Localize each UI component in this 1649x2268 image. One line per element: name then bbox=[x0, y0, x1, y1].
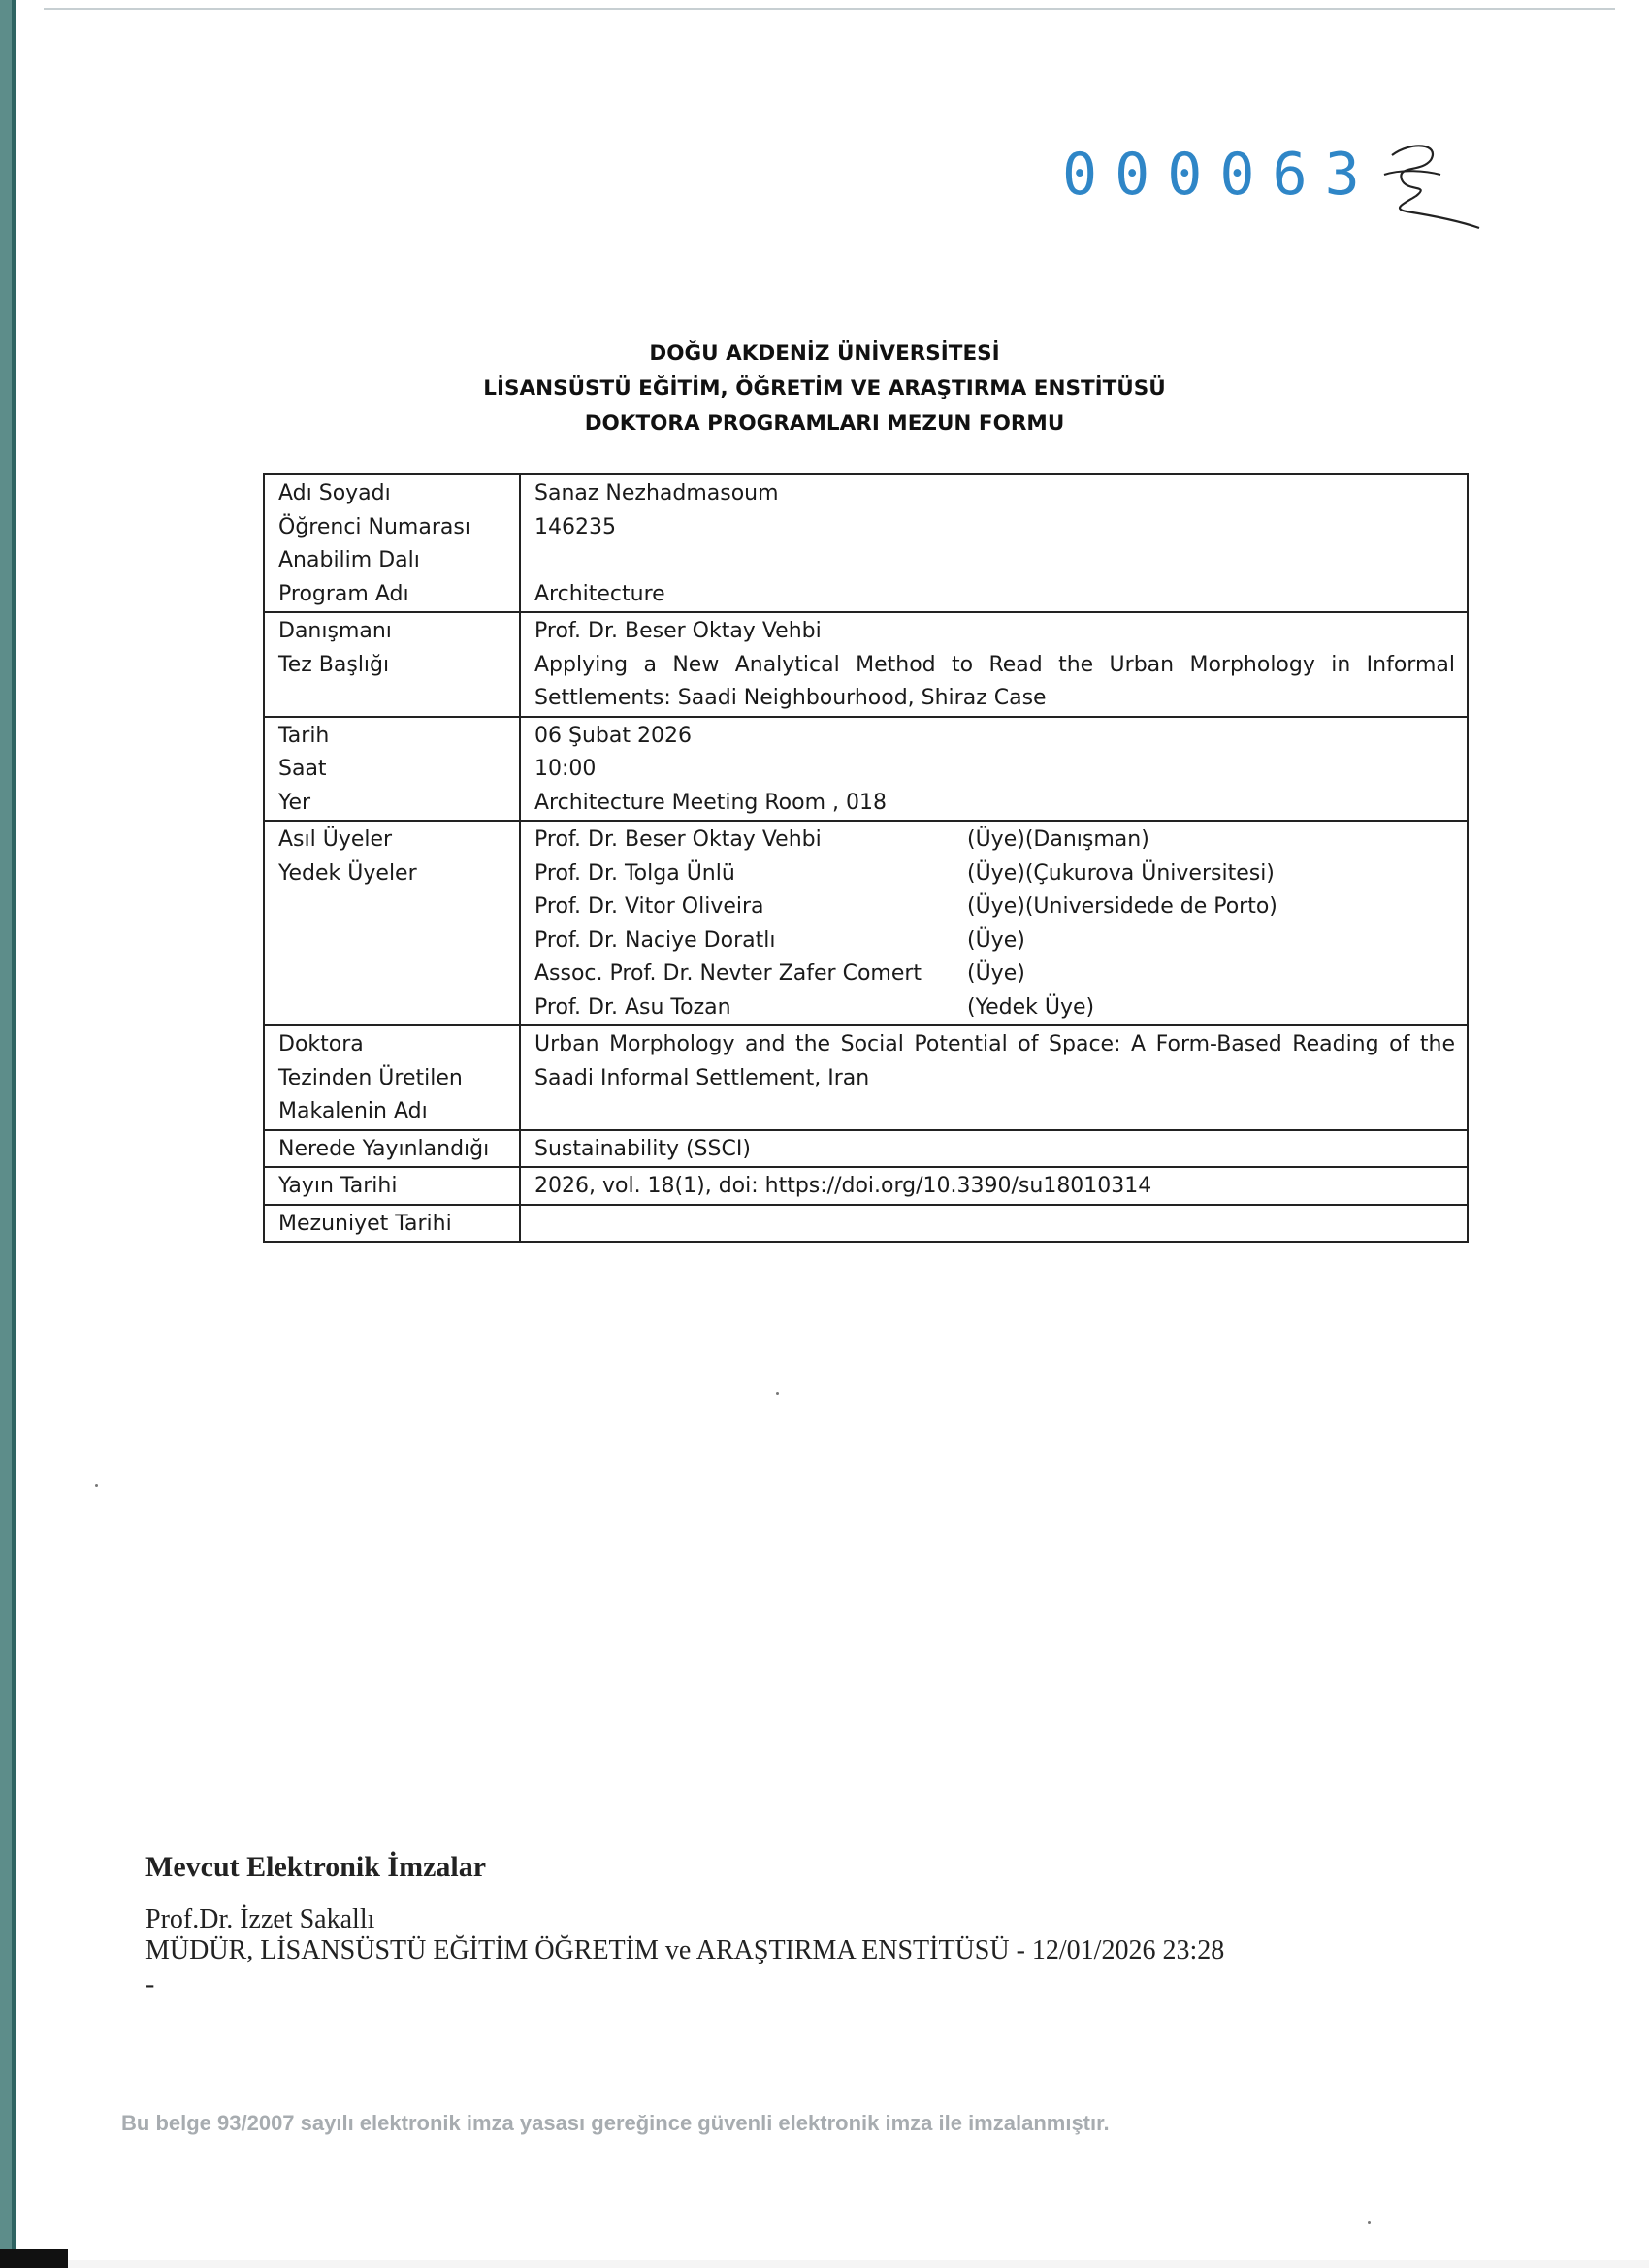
form-header bbox=[0, 337, 1649, 441]
defense-values bbox=[520, 717, 1468, 822]
published-in-row bbox=[264, 1130, 1468, 1168]
jury-member-role: (Üye) bbox=[967, 927, 1025, 953]
scan-top-line bbox=[44, 8, 1615, 10]
graduation-date-row bbox=[264, 1205, 1468, 1243]
jury-member bbox=[534, 957, 1455, 991]
student-number: 146235 bbox=[534, 514, 616, 539]
document-number-stamp: 000063 bbox=[1062, 141, 1377, 209]
jury-member-role: (Üye) bbox=[967, 961, 1025, 986]
label-date: Tarih bbox=[278, 723, 330, 748]
handwritten-paraf bbox=[1373, 136, 1484, 233]
form-title: DOKTORA PROGRAMLARI MEZUN FORMU bbox=[584, 411, 1065, 436]
jury-member-name: Assoc. Prof. Dr. Nevter Zafer Comert bbox=[534, 961, 922, 986]
defense-labels bbox=[264, 717, 520, 822]
scan-speck bbox=[1368, 2221, 1371, 2224]
jury-member bbox=[534, 924, 1455, 958]
jury-member-name: Prof. Dr. Tolga Ünlü bbox=[534, 860, 735, 886]
published-in-value: Sustainability (SSCI) bbox=[520, 1130, 1468, 1168]
student-department bbox=[534, 544, 1455, 578]
label-doctorate: Doktora bbox=[278, 1032, 364, 1056]
graduate-form-table bbox=[263, 473, 1469, 1243]
thesis-row bbox=[264, 612, 1468, 717]
signer-role: MÜDÜR, LİSANSÜSTÜ EĞİTİM ÖĞRETİM ve ARAŞTIRMA ENSTİTÜSÜ - 12/01/2026 23:28 bbox=[146, 1935, 1225, 1965]
thesis-labels bbox=[264, 612, 520, 717]
label-name: Adı Soyadı bbox=[278, 481, 391, 505]
defense-time: 10:00 bbox=[534, 757, 597, 781]
scan-speck bbox=[776, 1392, 779, 1395]
jury-row bbox=[264, 821, 1468, 1025]
label-substitute-members: Yedek Üyeler bbox=[278, 860, 417, 886]
advisor-name: Prof. Dr. Beser Oktay Vehbi bbox=[534, 619, 822, 643]
thesis-title: Applying a New Analytical Method to Read the Urban Morphology in Informal Settlements: Saadi Neighbourhood, Shiraz Case bbox=[534, 652, 1455, 710]
label-publication-date: Yayın Tarihi bbox=[264, 1167, 520, 1205]
jury-values bbox=[520, 821, 1468, 1025]
label-graduation-date: Mezuniyet Tarihi bbox=[264, 1205, 520, 1243]
institute-name: LİSANSÜSTÜ EĞİTİM, ÖĞRETİM VE ARAŞTIRMA ENSTİTÜSÜ bbox=[483, 376, 1166, 401]
label-advisor: Danışmanı bbox=[278, 619, 392, 643]
scan-speck bbox=[95, 1484, 98, 1487]
jury-member-role: (Üye)(Danışman) bbox=[967, 827, 1149, 852]
label-program: Program Adı bbox=[278, 581, 409, 606]
article-title: Urban Morphology and the Social Potential of Space: A Form-Based Reading of the Saadi Informal Settlement, Iran bbox=[534, 1032, 1455, 1090]
jury-labels bbox=[264, 821, 520, 1025]
student-name: Sanaz Nezhadmasoum bbox=[534, 481, 779, 505]
jury-member-name: Prof. Dr. Beser Oktay Vehbi bbox=[534, 827, 822, 852]
label-student-number: Öğrenci Numarası bbox=[278, 514, 470, 539]
jury-member bbox=[534, 891, 1455, 924]
article-labels bbox=[264, 1025, 520, 1130]
jury-member bbox=[534, 991, 1455, 1025]
scan-bottom-strip bbox=[0, 2260, 1649, 2268]
jury-member bbox=[534, 858, 1455, 891]
label-main-members: Asıl Üyeler bbox=[278, 827, 393, 852]
label-published-in: Nerede Yayınlandığı bbox=[264, 1130, 520, 1168]
student-program: Architecture bbox=[534, 581, 665, 606]
article-values bbox=[520, 1025, 1468, 1130]
student-row bbox=[264, 474, 1468, 612]
publication-date-row bbox=[264, 1167, 1468, 1205]
jury-member-role: (Üye)(Universidede de Porto) bbox=[967, 894, 1277, 919]
label-thesis-title: Tez Başlığı bbox=[278, 652, 390, 677]
article-row bbox=[264, 1025, 1468, 1130]
label-produced-from-thesis: Tezinden Üretilen bbox=[278, 1065, 463, 1090]
label-place: Yer bbox=[278, 790, 311, 815]
jury-member-name: Prof. Dr. Naciye Doratlı bbox=[534, 927, 776, 953]
signer-name: Prof.Dr. İzzet Sakallı bbox=[146, 1904, 375, 1934]
defense-date: 06 Şubat 2026 bbox=[534, 723, 692, 748]
label-article-name: Makalenin Adı bbox=[278, 1099, 428, 1123]
signatures-title: Mevcut Elektronik İmzalar bbox=[146, 1851, 487, 1883]
defense-place: Architecture Meeting Room , 018 bbox=[534, 790, 887, 815]
label-time: Saat bbox=[278, 757, 327, 781]
graduation-date-value bbox=[520, 1205, 1468, 1243]
jury-member-name: Prof. Dr. Vitor Oliveira bbox=[534, 894, 764, 919]
thesis-values bbox=[520, 612, 1468, 717]
scan-bottom-corner bbox=[0, 2249, 68, 2268]
jury-member-name: Prof. Dr. Asu Tozan bbox=[534, 994, 731, 1020]
signature-dash: - bbox=[146, 1969, 155, 1999]
jury-member-role: (Üye)(Çukurova Üniversitesi) bbox=[967, 860, 1275, 886]
defense-row bbox=[264, 717, 1468, 822]
student-values bbox=[520, 474, 1468, 612]
label-department: Anabilim Dalı bbox=[278, 548, 420, 572]
student-labels bbox=[264, 474, 520, 612]
jury-member bbox=[534, 824, 1455, 858]
publication-date-value: 2026, vol. 18(1), doi: https://doi.org/10.3390/su18010314 bbox=[520, 1167, 1468, 1205]
e-signature-note: Bu belge 93/2007 sayılı elektronik imza yasası gereğince güvenli elektronik imza ile imzalanmıştır. bbox=[121, 2111, 1110, 2135]
jury-member-role: (Yedek Üye) bbox=[967, 994, 1095, 1020]
university-name: DOĞU AKDENİZ ÜNİVERSİTESİ bbox=[649, 341, 1000, 366]
